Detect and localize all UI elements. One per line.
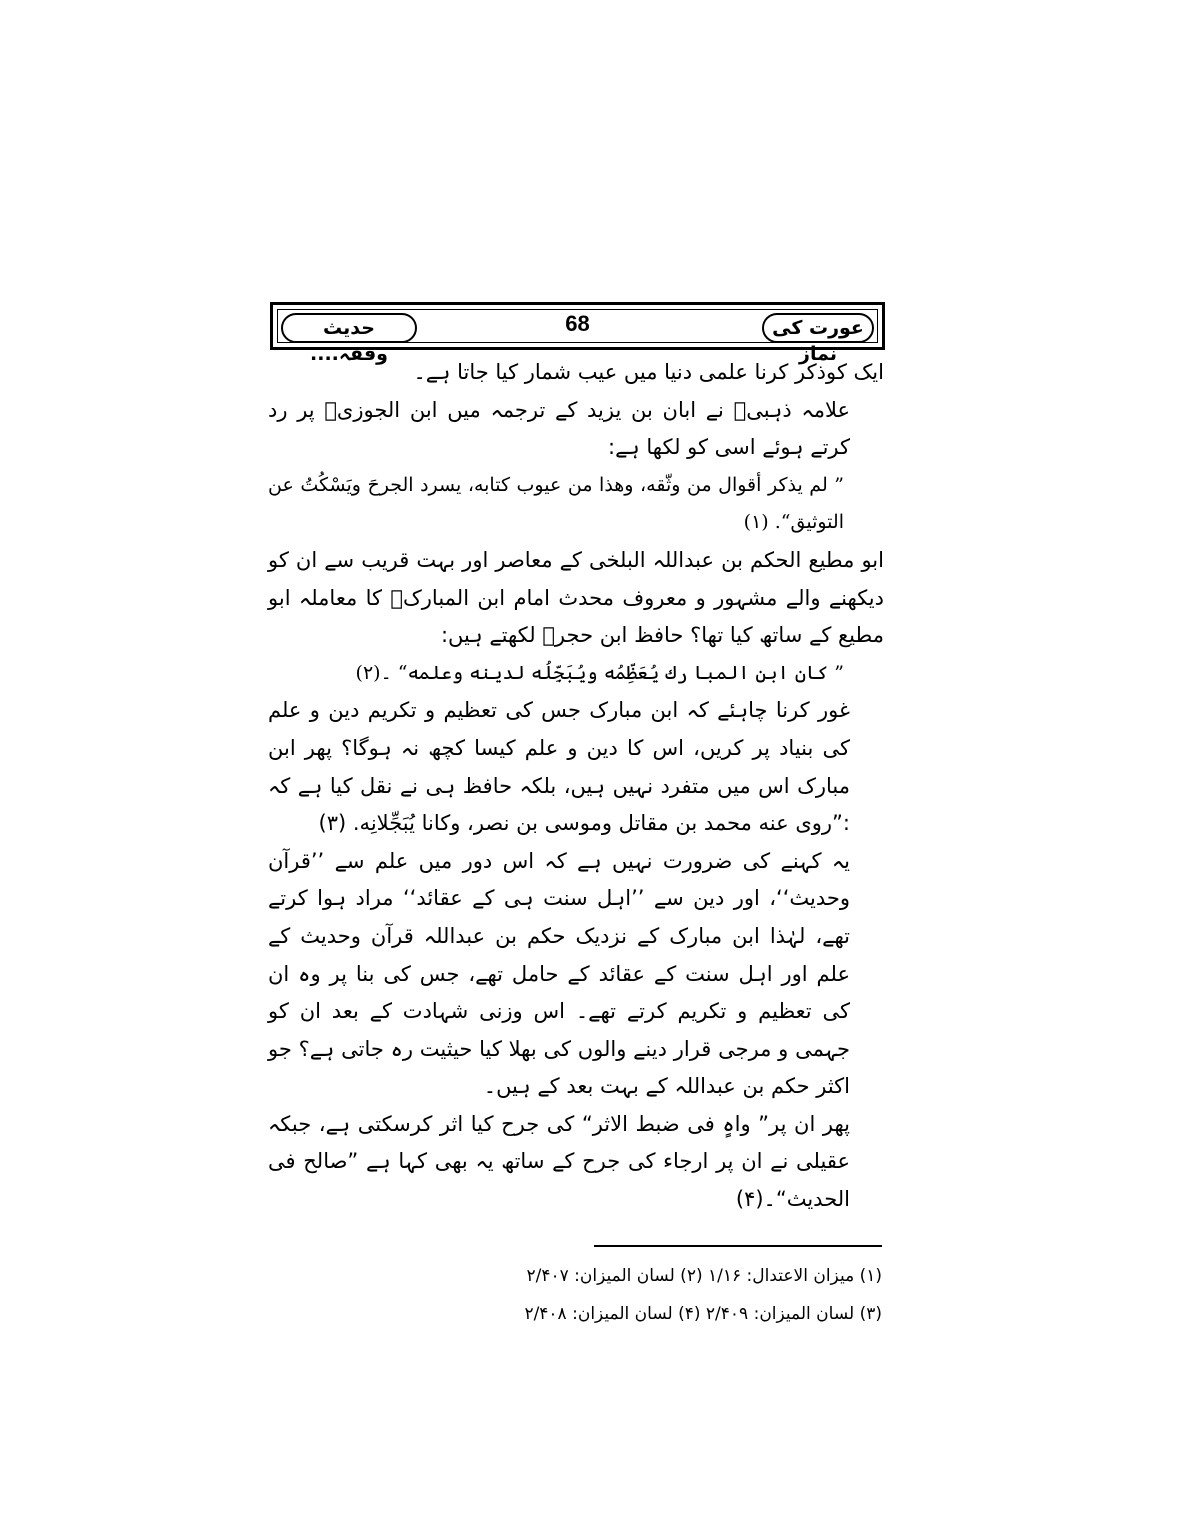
paragraph: علامہ ذہبیؒ نے ابان بن یزید کے ترجمہ میں ابن الجوزیؒ پر رد کرتے ہوئے اسی کو لکھا ہے:: [268, 397, 850, 460]
footnote-line: (۱) میزان الاعتدال: ۱/۱۶ (۲) لسان المیزان: ۲/۴۰۷: [526, 1266, 882, 1286]
main-text: [268, 354, 884, 1219]
paragraph: یہ کہنے کی ضرورت نہیں ہے کہ اس دور میں علم سے ’’قرآن وحدیث‘‘، اور دین سے ’’اہل سنت ہی کے عقائد‘‘ مراد ہوا کرتے تھے، لہٰذا ابن مبارک کے نزدیک حکم بن عبداللہ قرآن وحدیث کے علم اور اہل سنت کے عقائد کے حامل تھے، جس کی بنا پر وہ ان کی تعظیم و تکریم کرتے تھے۔ اس وزنی شہادت کے بعد ان کو جہمی و مرجی قرار دینے والوں کی بھلا کیا حیثیت رہ جاتی ہے؟ جو اکثر حکم بن عبداللہ کے بہت بعد کے ہیں۔: [268, 848, 850, 1099]
arabic-quote: ” كان ابن المبا رك يُعَظِّمُه ويُبَجِّلُه لدينه وعلمه“ ۔(۲): [355, 661, 844, 684]
page-number: 68: [565, 311, 590, 336]
paragraph: غور کرنا چاہئے کہ ابن مبارک جس کی تعظیم و تکریم دین و علم کی بنیاد پر کریں، اس کا دین و علم کیسا کچھ نہ ہوگا؟ پھر ابن مبارک اس میں متفرد نہیں ہیں، بلکہ حافظ ہی نے نقل کیا ہے کہ :”روى عنه محمد بن مقاتل وموسى بن نصر، وكانا يُبَجِّلانِه. (۳): [268, 698, 850, 836]
footnote-divider: [594, 1245, 882, 1247]
footnotes: [268, 1257, 882, 1333]
paragraph: ابو مطیع الحکم بن عبداللہ البلخی کے معاصر اور بہت قریب سے ان کو دیکھنے والے مشہور و معروف محدث امام ابن المبارکؒ کا معاملہ ابو مطیع کے ساتھ کیا تھا؟ حافظ ابن حجرؒ لکھتے ہیں:: [268, 547, 884, 648]
section-title-badge: حدیث وفقہ....: [281, 313, 417, 343]
page-header: [270, 302, 885, 365]
book-title-badge: عورت کی نماز: [762, 313, 874, 343]
arabic-quote: ” لم يذكر أقوال من وثّقه، وهذا من عيوب كتابه، يسرد الجرحَ ويَسْكُتُ عن التوثيق“. (۱): [268, 473, 844, 534]
paragraph: ایک کوذکر کرنا علمی دنیا میں عیب شمار کیا جاتا ہے۔: [413, 360, 884, 384]
paragraph: پھر ان پر” واہٍ فی ضبط الاثر“ کی جرح کیا اثر کرسکتی ہے، جبکہ عقیلی نے ان پر ارجاء کی جرح کے ساتھ یہ بھی کہا ہے ”صالح فی الحدیث“۔(۴): [268, 1111, 850, 1212]
footnote-line: (۳) لسان المیزان: ۲/۴۰۹ (۴) لسان المیزان: ۲/۴۰۸: [524, 1304, 882, 1324]
